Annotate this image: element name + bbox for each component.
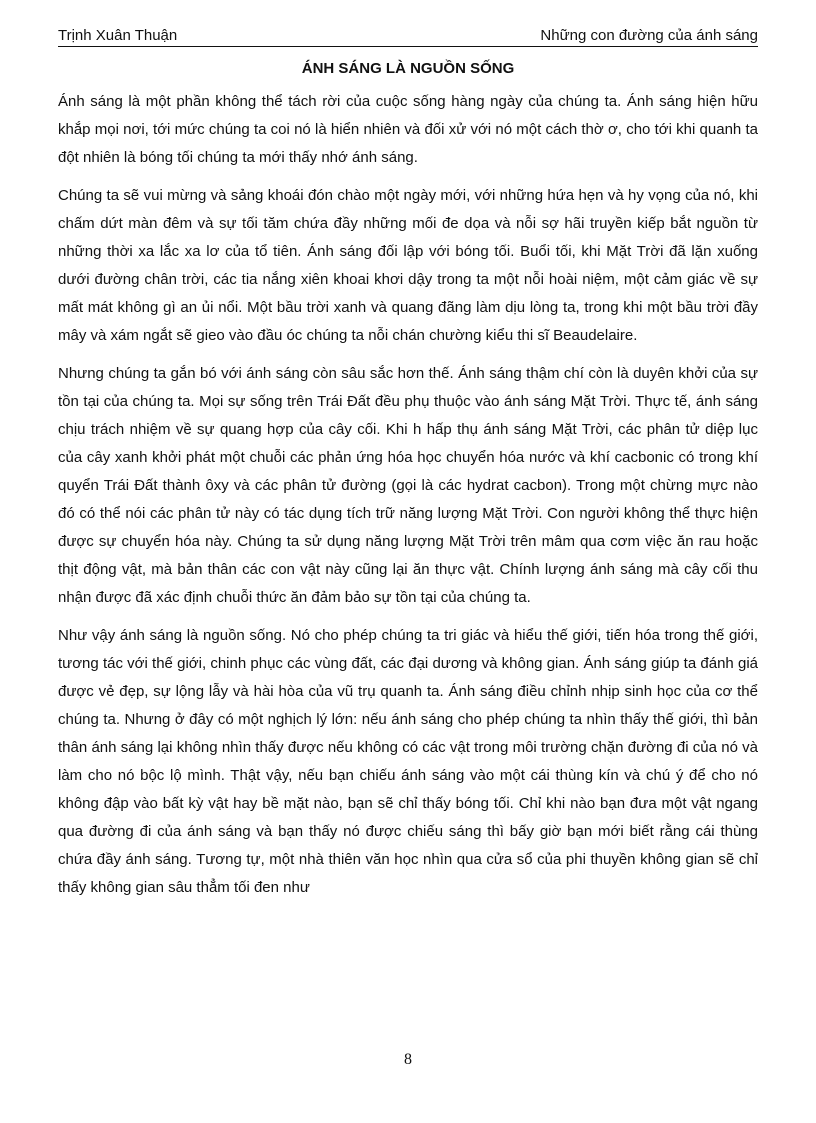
body-text (58, 88, 758, 912)
header-book-title: Những con đường của ánh sáng (540, 27, 758, 44)
paragraph: Ánh sáng là một phần không thể tách rời của cuộc sống hàng ngày của chúng ta. Ánh sáng hiện hữu khắp mọi nơi, tới mức chúng ta coi nó là hiển nhiên và đối xử với nó một cách thờ ơ, cho tới khi quanh ta đột nhiên là bóng tối chúng ta mới thấy nhớ ánh sáng. (58, 93, 758, 166)
paragraph: Như vậy ánh sáng là nguồn sống. Nó cho phép chúng ta tri giác và hiểu thế giới, tiến hóa trong thế giới, tương tác với thế giới, chinh phục các vùng đất, các đại dương và không gian. Ánh sáng giúp ta đánh giá được vẻ đẹp, sự lộng lẫy và hài hòa của vũ trụ quanh ta. Ánh sáng điều chỉnh nhịp sinh học của cơ thể chúng ta. Nhưng ở đây có một nghịch lý lớn: nếu ánh sáng cho phép chúng ta nhìn thấy thế giới, thì bản thân ánh sáng lại không nhìn thấy được nếu không có các vật trong môi trường chặn đường đi của nó và làm cho nó bộc lộ mình. Thật vậy, nếu bạn chiếu ánh sáng vào một cái thùng kín và chú ý để cho nó không đập vào bất kỳ vật hay bề mặt nào, bạn sẽ chỉ thấy bóng tối. Chỉ khi nào bạn đưa một vật ngang qua đường đi của ánh sáng và bạn thấy nó được chiếu sáng thì bấy giờ bạn mới biết rằng cái thùng chứa đầy ánh sáng. Tương tự, một nhà thiên văn học nhìn qua cửa sổ của phi thuyền không gian sẽ chỉ thấy không gian sâu thẳm tối đen như (58, 627, 758, 896)
paragraph: Chúng ta sẽ vui mừng và sảng khoái đón chào một ngày mới, với những hứa hẹn và hy vọng của nó, khi chấm dứt màn đêm và sự tối tăm chứa đầy những mối đe dọa và nỗi sợ hãi truyền kiếp bắt nguồn từ những thời xa lắc xa lơ của tổ tiên. Ánh sáng đối lập với bóng tối. Buổi tối, khi Mặt Trời đã lặn xuống dưới đường chân trời, các tia nắng xiên khoai khơi dậy trong ta một nỗi hoài niệm, một cảm giác về sự mất mát không gì an ủi nổi. Một bầu trời xanh và quang đãng làm dịu lòng ta, trong khi một bầu trời đầy mây và xám ngắt sẽ gieo vào đầu óc chúng ta nỗi chán chường kiểu thi sĩ Beaudelaire. (58, 187, 758, 344)
running-header (58, 26, 758, 47)
page-number: 8 (404, 1051, 412, 1068)
header-author: Trịnh Xuân Thuận (58, 27, 178, 44)
paragraph: Nhưng chúng ta gắn bó với ánh sáng còn sâu sắc hơn thế. Ánh sáng thậm chí còn là duyên khởi của sự tồn tại của chúng ta. Mọi sự sống trên Trái Đất đều phụ thuộc vào ánh sáng Mặt Trời. Thực tế, ánh sáng chịu trách nhiệm về sự quang hợp của cây cối. Khi h hấp thụ ánh sáng Mặt Trời, các phân tử diệp lục của cây xanh khởi phát một chuỗi các phản ứng hóa học chuyển hóa nước và khí cacbonic có trong khí quyển Trái Đất thành ôxy và các phân tử đường (gọi là các hydrat cacbon). Trong một chừng mực nào đó có thể nói các phân tử này có tác dụng tích trữ năng lượng Mặt Trời. Con người không thể thực hiện được sự chuyển hóa này. Chúng ta sử dụng năng lượng Mặt Trời trên mâm qua cơm việc ăn rau hoặc thịt động vật, mà bản thân các con vật này cũng lại ăn thực vật. Chính lượng ánh sáng mà cây cối thu nhận được đã xác định chuỗi thức ăn đảm bảo sự tồn tại của chúng ta. (58, 365, 758, 606)
chapter-title: ÁNH SÁNG LÀ NGUỒN SỐNG (301, 60, 515, 77)
document-page (58, 0, 758, 1123)
